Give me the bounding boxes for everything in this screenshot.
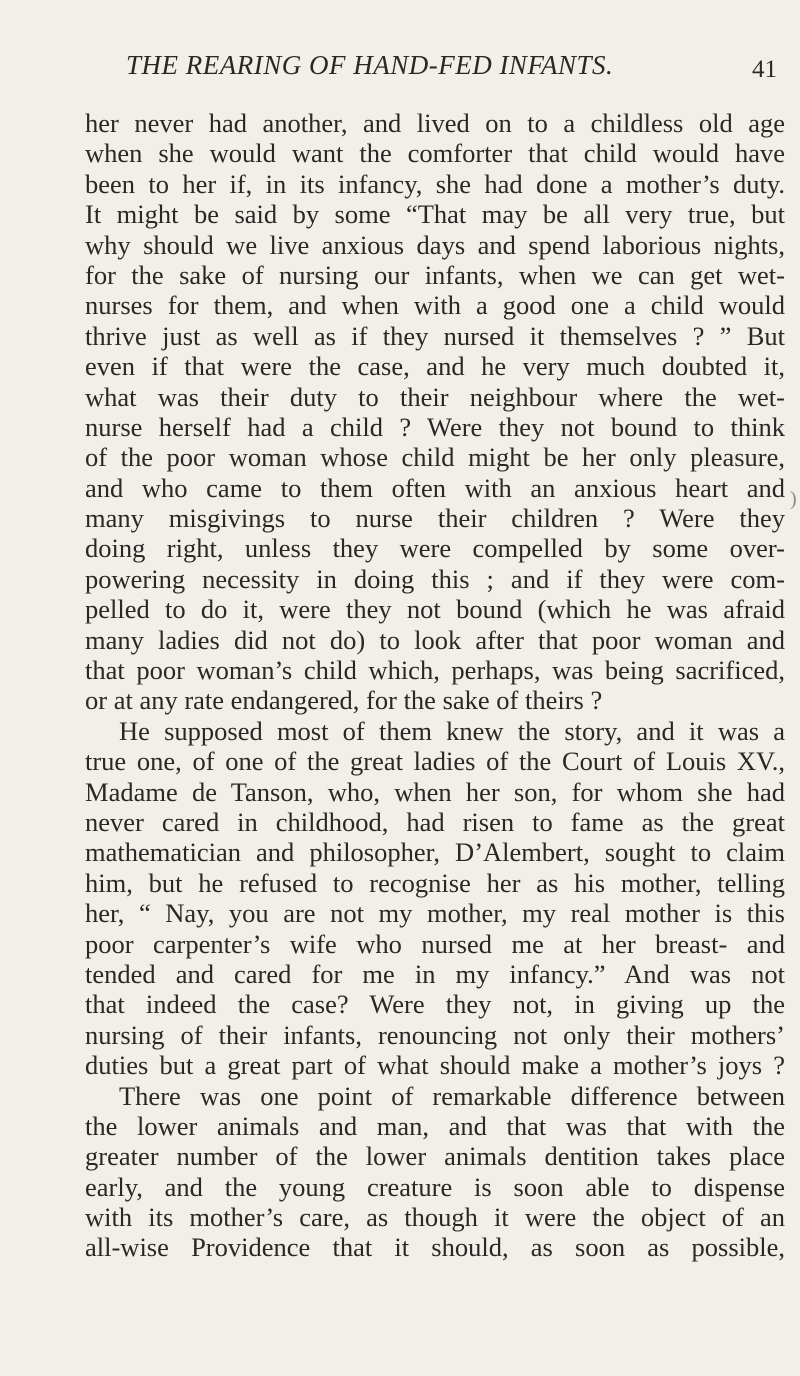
text-line: and who came to them often with an anxious heart and: [85, 472, 785, 503]
text-line: her, “ Nay, you are not my mother, my real mother is this: [85, 898, 785, 929]
text-line: poor carpenter’s wife who nursed me at her breast- and: [85, 928, 785, 959]
page-number: 41: [752, 56, 777, 83]
text-line: nursing of their infants, renouncing not only their mothers’: [85, 1019, 785, 1050]
text-line: There was one point of remarkable difference between: [119, 1080, 785, 1111]
text-line: what was their duty to their neighbour where the wet-: [85, 381, 785, 412]
text-line: many misgivings to nurse their children ? Were they: [85, 503, 785, 534]
text-line: for the sake of nursing our infants, when we can get wet-: [85, 259, 785, 290]
text-line: doing right, unless they were compelled by some over-: [85, 533, 785, 564]
text-line: all-wise Providence that it should, as soon as possible,: [85, 1232, 785, 1263]
text-line: why should we live anxious days and spend laborious nights,: [85, 229, 785, 260]
text-line: thrive just as well as if they nursed it themselves ? ” But: [85, 320, 785, 351]
margin-mark: ): [790, 488, 797, 510]
text-line: that poor woman’s child which, perhaps, was being sacrificed,: [85, 655, 785, 686]
text-line: pelled to do it, were they not bound (which he was afraid: [85, 594, 785, 625]
text-line: of the poor woman whose child might be her only pleasure,: [85, 442, 785, 473]
text-line: the lower animals and man, and that was that with the: [85, 1110, 785, 1141]
text-line: him, but he refused to recognise her as his mother, telling: [85, 867, 785, 898]
text-line: Madame de Tanson, who, when her son, for whom she had: [85, 776, 785, 807]
text-line: never cared in childhood, had risen to fame as the great: [85, 806, 785, 837]
text-line: early, and the young creature is soon able to dispense: [85, 1171, 785, 1202]
text-line: with its mother’s care, as though it were the object of an: [85, 1202, 785, 1233]
text-line: that indeed the case? Were they not, in giving up the: [85, 989, 785, 1020]
text-line: duties but a great part of what should make a mother’s joys ?: [85, 1050, 785, 1081]
text-line: when she would want the comforter that child would have: [85, 138, 785, 169]
running-head: [0, 36, 800, 84]
text-line: greater number of the lower animals dentition takes place: [85, 1141, 785, 1172]
text-line: He supposed most of them knew the story, and it was a: [119, 715, 785, 746]
text-line: powering necessity in doing this ; and if they were com-: [85, 563, 785, 594]
text-line: mathematician and philosopher, D’Alembert, sought to claim: [85, 837, 785, 868]
text-line: many ladies did not do) to look after that poor woman and: [85, 624, 785, 655]
text-line: tended and cared for me in my infancy.” And was not: [85, 958, 785, 989]
text-line: been to her if, in its infancy, she had done a mother’s duty.: [85, 168, 785, 199]
running-title: THE REARING OF HAND-FED INFANTS.: [126, 50, 614, 80]
text-line: nurses for them, and when with a good one a child would: [85, 290, 785, 321]
text-line: It might be said by some “That may be all very true, but: [85, 199, 785, 230]
text-line: nurse herself had a child ? Were they not bound to think: [85, 411, 785, 442]
text-line: true one, of one of the great ladies of the Court of Louis XV.,: [85, 746, 785, 777]
text-line: her never had another, and lived on to a childless old age: [85, 108, 785, 138]
text-line: or at any rate endangered, for the sake of theirs ?: [85, 685, 603, 716]
body-text: [85, 108, 785, 1263]
text-line: even if that were the case, and he very much doubted it,: [85, 351, 785, 382]
